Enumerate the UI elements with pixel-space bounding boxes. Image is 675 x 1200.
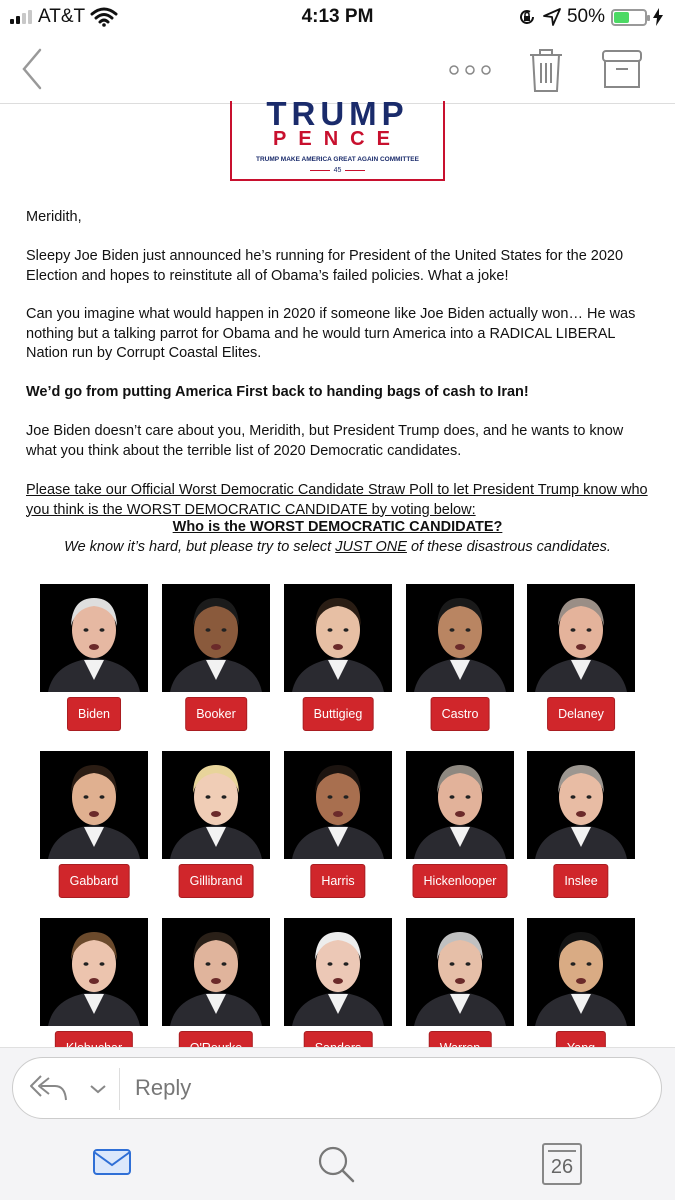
- rotation-lock-icon: [517, 7, 537, 27]
- candidate-photo[interactable]: [40, 751, 148, 859]
- status-bar: [0, 0, 675, 36]
- carrier-label: AT&T: [38, 6, 86, 27]
- vote-button[interactable]: Hickenlooper: [413, 864, 508, 898]
- reply-box[interactable]: [12, 1057, 662, 1119]
- vote-button[interactable]: Delaney: [547, 697, 615, 731]
- email-body: [0, 95, 675, 1047]
- candidate-photo[interactable]: [162, 751, 270, 859]
- candidate-photo[interactable]: [40, 918, 148, 1026]
- candidate-option: [521, 751, 641, 911]
- candidate-option: [521, 584, 641, 744]
- mail-icon[interactable]: [92, 1146, 132, 1178]
- status-time: 4:13 PM: [301, 6, 374, 27]
- search-icon[interactable]: [316, 1144, 356, 1184]
- candidate-option: [278, 751, 398, 911]
- candidate-photo[interactable]: [284, 918, 392, 1026]
- vote-button[interactable]: Inslee: [553, 864, 608, 898]
- back-chevron-icon[interactable]: [18, 46, 48, 92]
- vote-button[interactable]: Castro: [431, 697, 490, 731]
- poll-instructions: We know it’s hard, but please try to select JUST ONE of these disastrous candidates.: [64, 539, 611, 555]
- candidate-option: [34, 584, 154, 744]
- more-options-icon[interactable]: [448, 60, 492, 80]
- reply-bar: [0, 1047, 675, 1130]
- archive-icon[interactable]: [600, 49, 644, 91]
- candidate-option: [34, 751, 154, 911]
- vote-button[interactable]: Buttigieg: [303, 697, 374, 731]
- candidate-option: [156, 584, 276, 744]
- candidate-photo[interactable]: [162, 918, 270, 1026]
- trump-pence-logo: TRUMP PENCE TRUMP MAKE AMERICA GREAT AGAIN COMMITTEE 45: [230, 101, 445, 181]
- charging-bolt-icon: [653, 8, 663, 26]
- candidate-photo[interactable]: [162, 584, 270, 692]
- email-paragraph: Sleepy Joe Biden just announced he’s running for President of the United States for the 2020 Election and hopes to reinstitute all of Obama’s failed policies. What a joke!: [26, 248, 624, 284]
- poll-link[interactable]: Please take our Official Worst Democratic Candidate Straw Poll to let President Trump know who you think is the WORST DEMOCRATIC CANDIDATE by voting below:: [26, 482, 648, 518]
- email-paragraph: Joe Biden doesn’t care about you, Meridith, but President Trump does, and he wants to know what you think about the terrible list of 2020 Democratic candidates.: [26, 423, 624, 459]
- candidate-photo[interactable]: [40, 584, 148, 692]
- trash-icon[interactable]: [526, 47, 566, 93]
- reply-arrow-icon[interactable]: [29, 1072, 69, 1104]
- candidate-photo[interactable]: [406, 584, 514, 692]
- tab-bar: [0, 1130, 675, 1200]
- message-toolbar: [0, 36, 675, 104]
- candidate-photo[interactable]: [284, 751, 392, 859]
- candidate-photo[interactable]: [406, 918, 514, 1026]
- vote-button[interactable]: Biden: [67, 697, 121, 731]
- battery-icon: [611, 9, 647, 26]
- candidate-photo[interactable]: [406, 751, 514, 859]
- vote-button[interactable]: Booker: [185, 697, 247, 731]
- vote-button[interactable]: Gillibrand: [179, 864, 254, 898]
- email-greeting: Meridith,: [26, 209, 82, 225]
- candidate-photo[interactable]: [284, 584, 392, 692]
- candidate-option: [156, 751, 276, 911]
- email-paragraph-bold: We’d go from putting America First back to handing bags of cash to Iran!: [26, 384, 529, 400]
- reply-input[interactable]: Reply: [135, 1075, 192, 1100]
- location-icon: [543, 8, 561, 26]
- candidate-photo[interactable]: [527, 918, 635, 1026]
- candidate-option: [400, 584, 520, 744]
- vote-button[interactable]: Harris: [310, 864, 365, 898]
- vote-button[interactable]: Gabbard: [59, 864, 130, 898]
- battery-percent: 50%: [566, 6, 605, 27]
- candidate-photo[interactable]: [527, 584, 635, 692]
- chevron-down-icon[interactable]: [89, 1082, 107, 1096]
- poll-question: Who is the WORST DEMOCRATIC CANDIDATE?: [172, 519, 503, 535]
- candidate-photo[interactable]: [527, 751, 635, 859]
- candidate-option: [400, 751, 520, 911]
- candidate-option: [278, 584, 398, 744]
- email-paragraph: Can you imagine what would happen in 2020 if someone like Joe Biden actually won… He was nothing but a talking parrot for Obama and he would turn America into a RADICAL LIBERAL Nation run by Corrupt Coastal Elites.: [26, 306, 636, 361]
- calendar-icon[interactable]: 26: [542, 1143, 582, 1185]
